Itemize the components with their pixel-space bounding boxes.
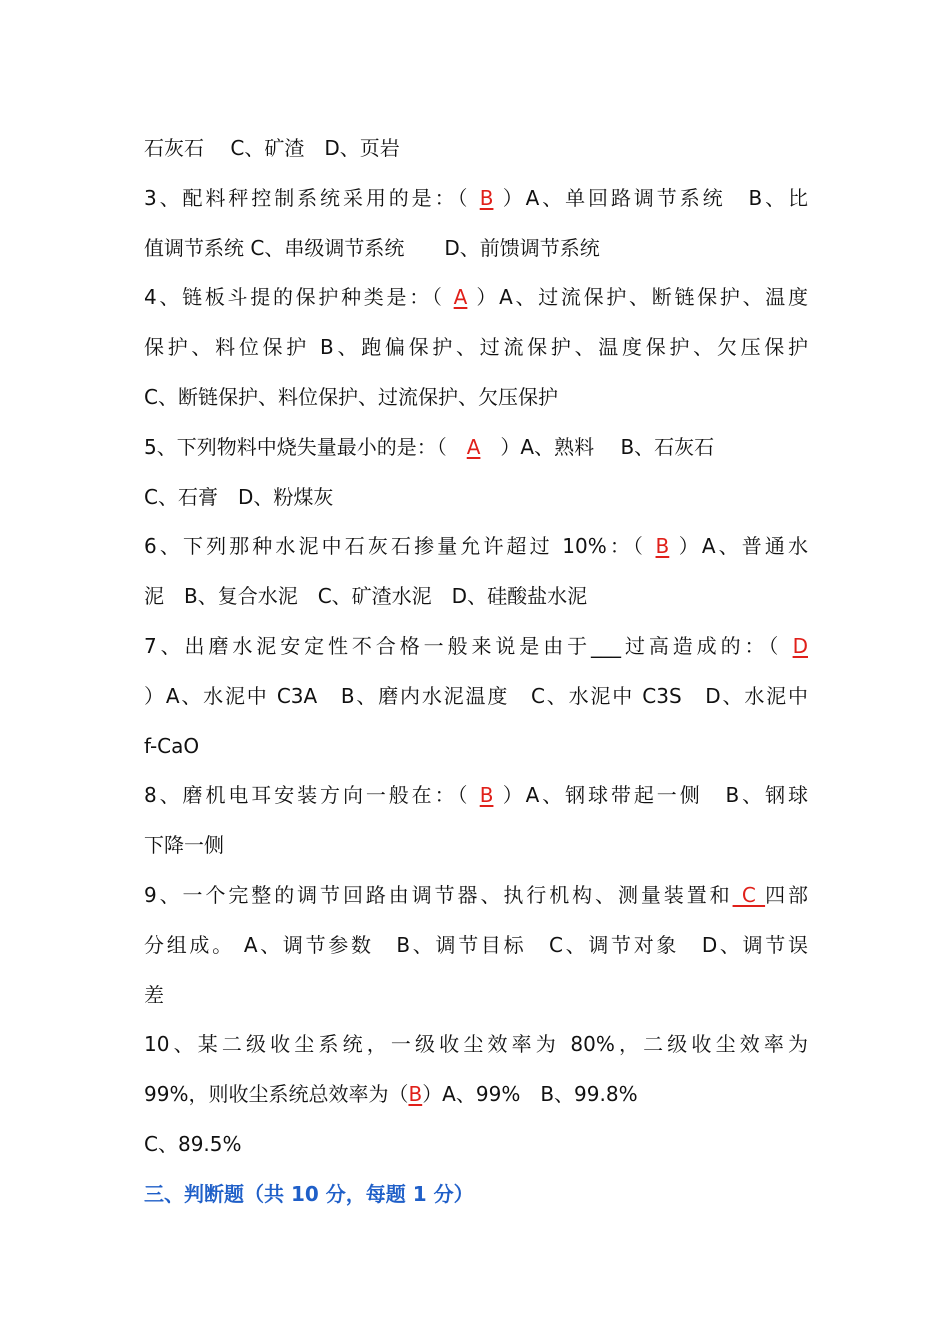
answer-mark: A xyxy=(453,285,468,310)
text-line xyxy=(144,672,808,722)
text-run: 3、配料秤控制系统采用的是：（ xyxy=(144,185,480,210)
text-run: 三、判断题（共 10 分，每题 1 分） xyxy=(144,1181,474,1206)
text-run: 下降一侧 xyxy=(144,833,224,858)
text-run: 四部 xyxy=(765,882,808,907)
text-line xyxy=(144,871,808,921)
answer-mark: B xyxy=(479,185,494,210)
text-run: C、断链保护、料位保护、过流保护、欠压保护 xyxy=(144,384,558,409)
text-run: 保护、料位保护 B、跑偏保护、过流保护、温度保护、欠压保护 xyxy=(144,335,808,360)
text-run: 5、下列物料中烧失量最小的是：（ xyxy=(144,434,467,459)
text-line xyxy=(144,373,808,423)
text-line xyxy=(144,971,808,1021)
answer-mark: B xyxy=(408,1082,423,1107)
section-heading xyxy=(144,1170,808,1220)
text-run: ）A、过流保护、断链保护、温度 xyxy=(467,285,808,310)
text-run: ）A、普通水 xyxy=(669,534,808,559)
text-line xyxy=(144,622,808,672)
text-line xyxy=(144,473,808,523)
answer-mark: D xyxy=(792,633,808,658)
text-run: ）A、钢球带起一侧 B、钢球 xyxy=(493,783,808,808)
text-run: 差 xyxy=(144,982,164,1007)
text-line xyxy=(144,323,808,373)
text-line xyxy=(144,771,808,821)
text-run: 石灰石 C、矿渣 D、页岩 xyxy=(144,136,400,160)
text-run: ）A、水泥中 C3A B、磨内水泥温度 C、水泥中 C3S D、水泥中 xyxy=(144,683,808,708)
blank-underline: ___ xyxy=(591,633,622,658)
text-line xyxy=(144,1020,808,1070)
text-line xyxy=(144,572,808,622)
text-run: ）A、熟料 B、石灰石 xyxy=(480,434,715,459)
text-run: 9、一个完整的调节回路由调节器、执行机构、测量装置和 xyxy=(144,882,733,907)
text-run: 8、磨机电耳安装方向一般在：（ xyxy=(144,783,480,808)
text-run: 分组成。 A、调节参数 B、调节目标 C、调节对象 D、调节误 xyxy=(144,932,808,957)
document-page xyxy=(144,124,808,1220)
text-line xyxy=(144,1070,808,1120)
answer-mark: A xyxy=(466,434,481,459)
answer-mark: C xyxy=(732,882,766,907)
text-run: C、89.5% xyxy=(144,1131,242,1156)
answer-mark: B xyxy=(655,534,670,559)
text-line xyxy=(144,423,808,473)
text-line xyxy=(144,124,808,174)
text-run: f-CaO xyxy=(144,733,200,758)
text-line xyxy=(144,722,808,772)
text-run: 6、下列那种水泥中石灰石掺量允许超过 10%：（ xyxy=(144,534,656,559)
text-line xyxy=(144,273,808,323)
text-line xyxy=(144,921,808,971)
text-run: ）A、99% B、99.8% xyxy=(422,1082,638,1107)
text-run: 99%，则收尘系统总效率为（ xyxy=(144,1082,409,1107)
text-line xyxy=(144,224,808,274)
text-line xyxy=(144,174,808,224)
text-run: 10、某二级收尘系统，一级收尘效率为 80%，二级收尘效率为 xyxy=(144,1032,808,1057)
text-run: 7、出磨水泥安定性不合格一般来说是由于 xyxy=(144,633,592,658)
text-run: 泥 B、复合水泥 C、矿渣水泥 D、硅酸盐水泥 xyxy=(144,584,588,609)
text-run: 值调节系统 C、串级调节系统 D、前馈调节系统 xyxy=(144,235,600,260)
text-run: ）A、单回路调节系统 B、比 xyxy=(493,185,808,210)
text-run: C、石膏 D、粉煤灰 xyxy=(144,484,334,509)
text-line xyxy=(144,1120,808,1170)
text-run: 过高造成的：（ xyxy=(621,633,793,658)
text-run: 4、链板斗提的保护种类是：（ xyxy=(144,285,454,310)
text-line xyxy=(144,821,808,871)
text-line xyxy=(144,522,808,572)
answer-mark: B xyxy=(479,783,494,808)
